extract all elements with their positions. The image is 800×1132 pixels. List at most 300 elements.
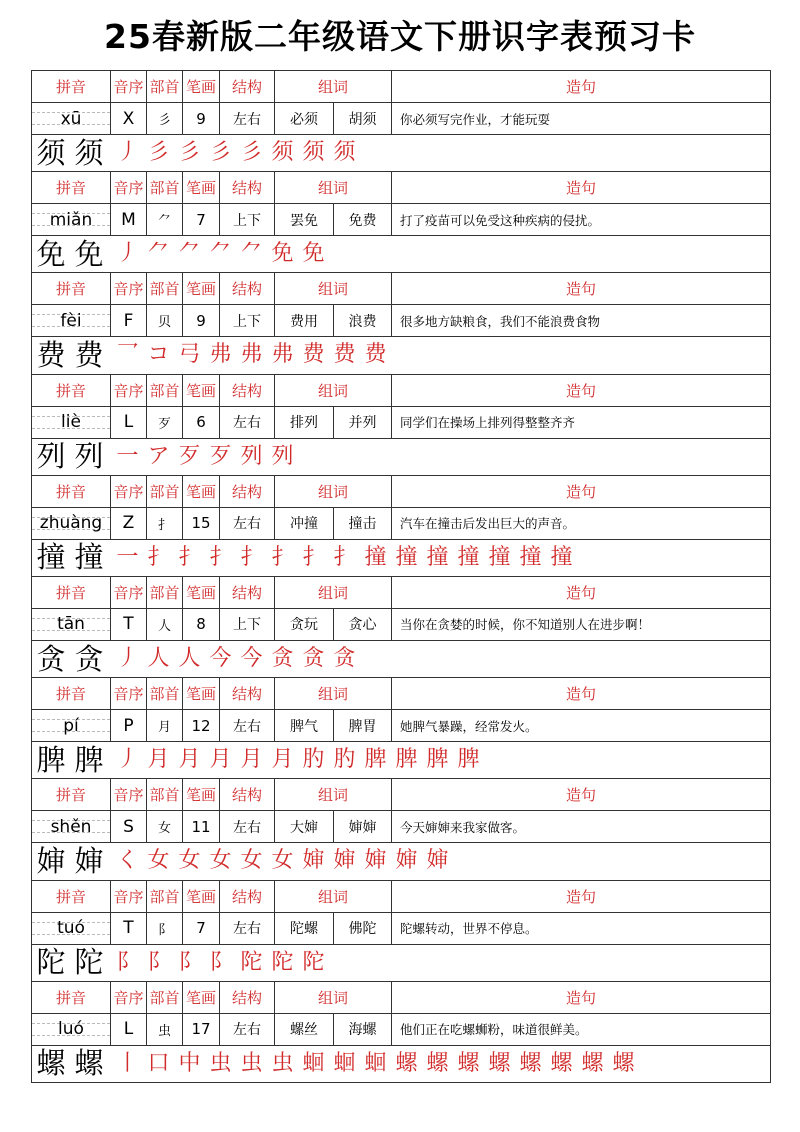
jiegou-cell: 左右 xyxy=(220,811,275,842)
header-row xyxy=(32,677,770,709)
bushou-cell: 人 xyxy=(147,609,183,640)
header-yinxu: 音序 xyxy=(111,273,147,304)
header-row xyxy=(32,778,770,810)
sentence-cell: 今天婶婶来我家做客。 xyxy=(400,819,526,835)
yinxu-cell: T xyxy=(111,913,147,944)
pinyin-text: luó xyxy=(58,1019,84,1040)
header-bihua: 笔画 xyxy=(183,273,220,304)
big-char: 螺 xyxy=(74,1046,104,1081)
yinxu-cell: F xyxy=(111,305,147,336)
stroke-step: 婶 xyxy=(302,848,325,874)
header-bushou: 部首 xyxy=(147,779,183,810)
stroke-step: 人 xyxy=(147,646,170,672)
sentence-cell: 当你在贪婪的时候，你不知道别人在进步啊！ xyxy=(400,617,651,633)
word1-cell: 罢免 xyxy=(275,204,334,235)
sentence-cell: 你必须写完作业，才能玩耍 xyxy=(400,111,551,127)
jiegou-cell: 上下 xyxy=(220,204,275,235)
stroke-step: 丿 xyxy=(116,646,139,672)
bihua-cell: 9 xyxy=(183,305,220,336)
info-row xyxy=(32,507,770,539)
char-block xyxy=(32,272,770,373)
stroke-step: く xyxy=(116,848,139,874)
header-zuci: 组词 xyxy=(275,273,392,304)
header-bihua: 笔画 xyxy=(183,71,220,102)
header-zaoju: 造句 xyxy=(565,685,596,704)
pinyin-cell xyxy=(32,305,111,336)
stroke-step: 贪 xyxy=(271,646,294,672)
pinyin-text: pí xyxy=(63,715,79,736)
header-zaoju: 造句 xyxy=(565,179,596,198)
stroke-step: 月 xyxy=(271,747,294,773)
pinyin-cell xyxy=(32,407,111,438)
jiegou-cell: 左右 xyxy=(220,710,275,741)
header-yinxu: 音序 xyxy=(111,678,147,709)
big-char: 陀 xyxy=(74,945,104,980)
info-row xyxy=(32,608,770,640)
header-row xyxy=(32,576,770,608)
header-pinyin: 拼音 xyxy=(32,577,111,608)
header-zuci: 组词 xyxy=(275,476,392,507)
header-zaoju: 造句 xyxy=(565,583,596,602)
pinyin-cell xyxy=(32,1014,111,1045)
bihua-cell: 17 xyxy=(183,1014,220,1045)
char-block xyxy=(32,677,770,778)
word1-cell: 贪玩 xyxy=(275,609,334,640)
stroke-row xyxy=(32,336,770,373)
header-zuci: 组词 xyxy=(275,375,392,406)
stroke-order xyxy=(112,135,360,171)
stroke-step: 免 xyxy=(302,241,325,267)
word2-cell: 佛陀 xyxy=(334,913,392,944)
stroke-step: 月 xyxy=(209,747,232,773)
header-row xyxy=(32,374,770,406)
pinyin-guide xyxy=(32,407,110,438)
stroke-step: 蛔 xyxy=(364,1050,387,1076)
stroke-step: 一 xyxy=(116,443,139,469)
stroke-step: 蛔 xyxy=(302,1050,325,1076)
pinyin-text: shěn xyxy=(50,816,92,837)
yinxu-cell: Z xyxy=(111,508,147,539)
header-zaoju: 造句 xyxy=(565,786,596,805)
header-zuci: 组词 xyxy=(275,779,392,810)
stroke-step: 扌 xyxy=(333,544,356,570)
stroke-step: 月 xyxy=(240,747,263,773)
stroke-step: 陀 xyxy=(271,949,294,975)
big-char: 脾 xyxy=(36,742,66,777)
info-row xyxy=(32,810,770,842)
header-bihua: 笔画 xyxy=(183,375,220,406)
word2-cell: 胡须 xyxy=(334,103,392,134)
stroke-step: 婶 xyxy=(364,848,387,874)
pinyin-cell xyxy=(32,710,111,741)
stroke-row xyxy=(32,944,770,981)
pinyin-guide xyxy=(32,710,110,741)
header-pinyin: 拼音 xyxy=(32,982,111,1013)
stroke-step: 扌 xyxy=(147,544,170,570)
big-char: 免 xyxy=(36,236,66,271)
pinyin-guide xyxy=(32,305,110,336)
header-yinxu: 音序 xyxy=(111,71,147,102)
header-jiegou: 结构 xyxy=(220,982,275,1013)
char-block xyxy=(32,70,770,171)
stroke-step: 女 xyxy=(240,848,263,874)
bushou-cell: 贝 xyxy=(147,305,183,336)
stroke-order xyxy=(112,337,391,373)
stroke-step: 螺 xyxy=(488,1050,511,1076)
info-row xyxy=(32,304,770,336)
stroke-step: 扌 xyxy=(271,544,294,570)
stroke-order xyxy=(112,945,329,981)
stroke-step: 撞 xyxy=(426,544,449,570)
big-char: 婶 xyxy=(36,843,66,878)
yinxu-cell: S xyxy=(111,811,147,842)
stroke-step: 螺 xyxy=(581,1050,604,1076)
bihua-cell: 15 xyxy=(183,508,220,539)
stroke-step: 脾 xyxy=(364,747,387,773)
word2-cell: 海螺 xyxy=(334,1014,392,1045)
header-zaoju: 造句 xyxy=(565,381,596,400)
stroke-step: 撞 xyxy=(550,544,573,570)
stroke-step: 免 xyxy=(271,241,294,267)
pinyin-guide xyxy=(32,913,110,944)
stroke-row xyxy=(32,640,770,677)
stroke-step: 口 xyxy=(147,1050,170,1076)
stroke-step: 列 xyxy=(240,443,263,469)
stroke-step: ア xyxy=(147,443,170,469)
stroke-step: 须 xyxy=(271,140,294,166)
character-table xyxy=(31,70,771,1083)
stroke-step: 一 xyxy=(116,544,139,570)
char-block xyxy=(32,171,770,272)
header-bushou: 部首 xyxy=(147,71,183,102)
header-zaoju: 造句 xyxy=(565,887,596,906)
word1-cell: 冲撞 xyxy=(275,508,334,539)
bushou-cell: 女 xyxy=(147,811,183,842)
stroke-step: 女 xyxy=(271,848,294,874)
stroke-row xyxy=(32,539,770,576)
char-block xyxy=(32,981,770,1082)
header-zaoju: 造句 xyxy=(565,78,596,96)
header-yinxu: 音序 xyxy=(111,982,147,1013)
header-jiegou: 结构 xyxy=(220,476,275,507)
pinyin-guide xyxy=(32,811,110,842)
header-bihua: 笔画 xyxy=(183,678,220,709)
stroke-step: 肑 xyxy=(302,747,325,773)
header-jiegou: 结构 xyxy=(220,172,275,203)
header-zuci: 组词 xyxy=(275,577,392,608)
stroke-row xyxy=(32,842,770,879)
pinyin-text: liè xyxy=(61,412,81,433)
word1-cell: 陀螺 xyxy=(275,913,334,944)
big-char: 列 xyxy=(74,439,104,474)
info-row xyxy=(32,406,770,438)
big-char: 陀 xyxy=(36,945,66,980)
pinyin-cell xyxy=(32,609,111,640)
yinxu-cell: X xyxy=(111,103,147,134)
stroke-step: 陀 xyxy=(240,949,263,975)
stroke-step: 弗 xyxy=(271,342,294,368)
stroke-step: 费 xyxy=(302,342,325,368)
header-bihua: 笔画 xyxy=(183,476,220,507)
stroke-step: 螺 xyxy=(426,1050,449,1076)
stroke-step: 丿 xyxy=(116,241,139,267)
header-zuci: 组词 xyxy=(275,172,392,203)
char-block xyxy=(32,475,770,576)
bihua-cell: 9 xyxy=(183,103,220,134)
stroke-order xyxy=(112,540,577,576)
pinyin-guide xyxy=(32,508,110,539)
stroke-step: 撞 xyxy=(395,544,418,570)
stroke-step: ⺈ xyxy=(147,241,170,267)
header-row xyxy=(32,981,770,1013)
big-char: 费 xyxy=(74,337,104,372)
pinyin-cell xyxy=(32,204,111,235)
info-row xyxy=(32,1013,770,1045)
header-pinyin: 拼音 xyxy=(32,71,111,102)
jiegou-cell: 上下 xyxy=(220,609,275,640)
bushou-cell: 彡 xyxy=(147,103,183,134)
big-char: 脾 xyxy=(74,742,104,777)
stroke-step: 须 xyxy=(333,140,356,166)
header-bushou: 部首 xyxy=(147,678,183,709)
stroke-step: 脾 xyxy=(457,747,480,773)
stroke-step: 月 xyxy=(178,747,201,773)
stroke-step: 贪 xyxy=(333,646,356,672)
stroke-order xyxy=(112,641,360,677)
big-char: 螺 xyxy=(36,1046,66,1081)
stroke-step: 脾 xyxy=(426,747,449,773)
bihua-cell: 11 xyxy=(183,811,220,842)
stroke-step: 月 xyxy=(147,747,170,773)
pinyin-guide xyxy=(32,609,110,640)
word2-cell: 贪心 xyxy=(334,609,392,640)
header-yinxu: 音序 xyxy=(111,577,147,608)
stroke-row xyxy=(32,741,770,778)
stroke-step: 人 xyxy=(178,646,201,672)
stroke-step: 弗 xyxy=(209,342,232,368)
bihua-cell: 7 xyxy=(183,913,220,944)
stroke-order xyxy=(112,236,329,272)
info-row xyxy=(32,203,770,235)
stroke-step: 婶 xyxy=(426,848,449,874)
stroke-row xyxy=(32,235,770,272)
big-char: 贪 xyxy=(74,641,104,676)
bushou-cell: ⺈ xyxy=(147,204,183,235)
bushou-cell: 阝 xyxy=(147,913,183,944)
stroke-step: 螺 xyxy=(519,1050,542,1076)
stroke-step: 婶 xyxy=(395,848,418,874)
stroke-step: 费 xyxy=(333,342,356,368)
sentence-cell: 同学们在操场上排列得整整齐齐 xyxy=(400,415,576,431)
stroke-step: 撞 xyxy=(519,544,542,570)
pinyin-text: miǎn xyxy=(49,209,93,230)
stroke-step: 扌 xyxy=(209,544,232,570)
word1-cell: 脾气 xyxy=(275,710,334,741)
pinyin-cell xyxy=(32,811,111,842)
header-zuci: 组词 xyxy=(275,71,392,102)
stroke-step: 贪 xyxy=(302,646,325,672)
stroke-step: 螺 xyxy=(457,1050,480,1076)
pinyin-text: tuó xyxy=(57,918,85,938)
char-block xyxy=(32,778,770,879)
yinxu-cell: M xyxy=(111,204,147,235)
info-row xyxy=(32,102,770,134)
stroke-order xyxy=(112,742,484,778)
jiegou-cell: 左右 xyxy=(220,913,275,944)
word1-cell: 费用 xyxy=(275,305,334,336)
big-char: 费 xyxy=(36,337,66,372)
jiegou-cell: 左右 xyxy=(220,407,275,438)
yinxu-cell: L xyxy=(111,1014,147,1045)
header-jiegou: 结构 xyxy=(220,577,275,608)
header-jiegou: 结构 xyxy=(220,881,275,912)
word2-cell: 婶婶 xyxy=(334,811,392,842)
stroke-row xyxy=(32,1045,770,1082)
stroke-step: 螺 xyxy=(395,1050,418,1076)
header-zaoju: 造句 xyxy=(565,280,596,299)
header-bihua: 笔画 xyxy=(183,577,220,608)
big-char: 须 xyxy=(74,135,104,170)
stroke-step: 中 xyxy=(178,1050,201,1076)
header-zuci: 组词 xyxy=(275,881,392,912)
stroke-step: ⺈ xyxy=(209,241,232,267)
sentence-cell: 打了疫苗可以免受这种疾病的侵扰。 xyxy=(400,212,601,228)
big-char: 撞 xyxy=(74,540,104,575)
stroke-step: 女 xyxy=(209,848,232,874)
header-jiegou: 结构 xyxy=(220,678,275,709)
word2-cell: 免费 xyxy=(334,204,392,235)
info-row xyxy=(32,912,770,944)
yinxu-cell: L xyxy=(111,407,147,438)
header-pinyin: 拼音 xyxy=(32,172,111,203)
big-char: 撞 xyxy=(36,540,66,575)
header-yinxu: 音序 xyxy=(111,881,147,912)
stroke-step: ⺈ xyxy=(240,241,263,267)
stroke-step: 歹 xyxy=(209,443,232,469)
header-yinxu: 音序 xyxy=(111,375,147,406)
header-yinxu: 音序 xyxy=(111,172,147,203)
stroke-step: 虫 xyxy=(271,1050,294,1076)
yinxu-cell: T xyxy=(111,609,147,640)
header-bihua: 笔画 xyxy=(183,779,220,810)
stroke-row xyxy=(32,438,770,475)
yinxu-cell: P xyxy=(111,710,147,741)
word2-cell: 浪费 xyxy=(334,305,392,336)
stroke-step: 今 xyxy=(240,646,263,672)
stroke-step: 须 xyxy=(302,140,325,166)
header-pinyin: 拼音 xyxy=(32,881,111,912)
bihua-cell: 7 xyxy=(183,204,220,235)
jiegou-cell: 左右 xyxy=(220,103,275,134)
header-yinxu: 音序 xyxy=(111,779,147,810)
header-pinyin: 拼音 xyxy=(32,476,111,507)
header-bushou: 部首 xyxy=(147,881,183,912)
header-bihua: 笔画 xyxy=(183,982,220,1013)
stroke-row xyxy=(32,134,770,171)
stroke-step: 列 xyxy=(271,443,294,469)
word1-cell: 排列 xyxy=(275,407,334,438)
header-pinyin: 拼音 xyxy=(32,779,111,810)
header-bushou: 部首 xyxy=(147,375,183,406)
sentence-cell: 他们正在吃螺蛳粉，味道很鲜美。 xyxy=(400,1022,588,1038)
stroke-order xyxy=(112,843,453,879)
stroke-step: 彡 xyxy=(178,140,201,166)
pinyin-cell xyxy=(32,103,111,134)
char-block xyxy=(32,374,770,475)
bihua-cell: 12 xyxy=(183,710,220,741)
stroke-order xyxy=(112,439,298,475)
header-pinyin: 拼音 xyxy=(32,678,111,709)
header-bihua: 笔画 xyxy=(183,881,220,912)
big-char: 免 xyxy=(74,236,104,271)
word1-cell: 必须 xyxy=(275,103,334,134)
header-jiegou: 结构 xyxy=(220,71,275,102)
stroke-step: 撞 xyxy=(457,544,480,570)
stroke-order xyxy=(112,1046,639,1082)
header-zuci: 组词 xyxy=(275,982,392,1013)
stroke-step: 阝 xyxy=(116,949,139,975)
header-zuci: 组词 xyxy=(275,678,392,709)
stroke-step: 螺 xyxy=(550,1050,573,1076)
stroke-step: 虫 xyxy=(209,1050,232,1076)
stroke-step: 扌 xyxy=(240,544,263,570)
stroke-step: 彡 xyxy=(240,140,263,166)
stroke-step: 螺 xyxy=(612,1050,635,1076)
big-char: 贪 xyxy=(36,641,66,676)
pinyin-text: fèi xyxy=(60,310,82,331)
sentence-cell: 汽车在撞击后发出巨大的声音。 xyxy=(400,516,576,532)
header-bushou: 部首 xyxy=(147,476,183,507)
header-pinyin: 拼音 xyxy=(32,375,111,406)
stroke-step: ⺈ xyxy=(178,241,201,267)
bushou-cell: 歹 xyxy=(147,407,183,438)
stroke-step: 肑 xyxy=(333,747,356,773)
header-bushou: 部首 xyxy=(147,577,183,608)
stroke-step: 扌 xyxy=(178,544,201,570)
header-row xyxy=(32,272,770,304)
sentence-cell: 很多地方缺粮食，我们不能浪费食物 xyxy=(400,313,601,329)
header-pinyin: 拼音 xyxy=(32,273,111,304)
word1-cell: 螺丝 xyxy=(275,1014,334,1045)
pinyin-text: xū xyxy=(60,108,82,129)
big-char: 须 xyxy=(36,135,66,170)
pinyin-guide xyxy=(32,1014,110,1045)
header-row xyxy=(32,171,770,203)
stroke-step: 彡 xyxy=(209,140,232,166)
sentence-cell: 她脾气暴躁，经常发火。 xyxy=(400,718,538,734)
stroke-step: 女 xyxy=(147,848,170,874)
stroke-step: 阝 xyxy=(209,949,232,975)
pinyin-cell xyxy=(32,508,111,539)
table-bottom-border xyxy=(32,1082,770,1083)
jiegou-cell: 左右 xyxy=(220,1014,275,1045)
pinyin-cell xyxy=(32,913,111,944)
stroke-step: 歹 xyxy=(178,443,201,469)
stroke-step: 脾 xyxy=(395,747,418,773)
stroke-step: 蛔 xyxy=(333,1050,356,1076)
header-jiegou: 结构 xyxy=(220,375,275,406)
jiegou-cell: 左右 xyxy=(220,508,275,539)
word2-cell: 撞击 xyxy=(334,508,392,539)
pinyin-text: tān xyxy=(57,614,85,635)
stroke-step: 今 xyxy=(209,646,232,672)
info-row xyxy=(32,709,770,741)
stroke-step: 丨 xyxy=(116,1050,139,1076)
header-bihua: 笔画 xyxy=(183,172,220,203)
stroke-step: 彡 xyxy=(147,140,170,166)
stroke-step: 虫 xyxy=(240,1050,263,1076)
header-bushou: 部首 xyxy=(147,172,183,203)
